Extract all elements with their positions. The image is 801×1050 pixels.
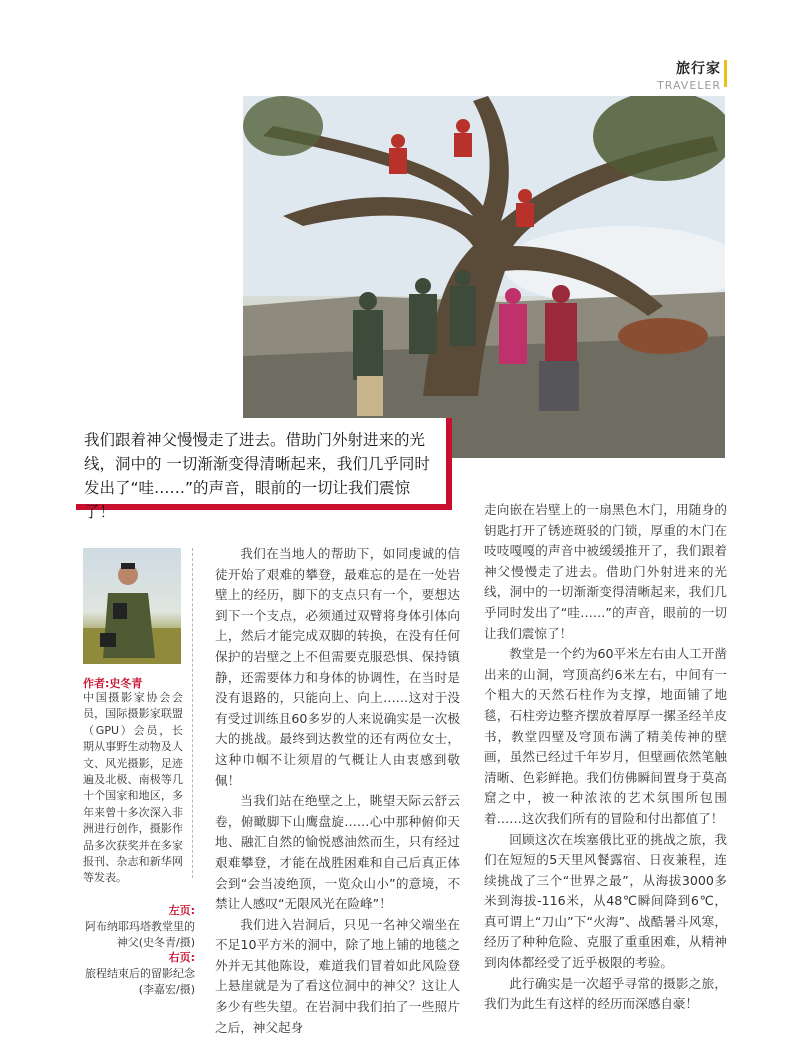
author-name: 作者:史冬青 bbox=[83, 677, 143, 690]
group-photo bbox=[243, 96, 725, 458]
photo-captions bbox=[80, 903, 195, 998]
section-title-en: TRAVELER bbox=[657, 79, 721, 92]
left-caption-text: 阿布纳耶玛塔教堂里的神父(史冬青/摄) bbox=[85, 919, 195, 949]
article-paragraph-continued: 走向嵌在岩壁上的一扇黑色木门，用随身的钥匙打开了锈迹斑驳的门锁，厚重的木门在吱吱嘎嘎的声音中被缓缓推开了，我们跟着神父慢慢走了进去。借助门外射进来的光线，洞中的一切渐渐变得清晰起来，我们几乎同时发出了“哇……”的声音，眼前的一切让我们震惊了！ bbox=[484, 502, 727, 641]
author-bio: 中国摄影家协会会员，国际摄影家联盟（GPU）会员，长期从事野生动物及人文、风光摄影，足迹遍及北极、南极等几十个国家和地区，多年来曾十多次深入非洲进行创作，摄影作品多次获奖并在多家报刊、杂志和新华网等发表。 bbox=[83, 691, 183, 885]
pull-quote: 我们跟着神父慢慢走了进去。借助门外射进来的光线，洞中的 一切渐渐变得清晰起来，我们几乎同时发出了“哇……”的声音，眼前的一切让我们震惊了！ bbox=[76, 418, 452, 510]
article-paragraph: 教堂是一个约为60平米左右由人工开凿出来的山洞，穹顶高约6米左右，中间有一个粗大的天然石柱作为支撑，地面铺了地毯，石柱旁边整齐摆放着厚厚一摞圣经羊皮书，教堂四壁及穹顶布满了精美传神的壁画，虽然已经过千年岁月，但壁画依然笔触清晰、色彩鲜艳。我们仿佛瞬间置身于莫高窟之中，被一种浓浓的艺术氛围所包围着……这次我们所有的冒险和付出都值了！ bbox=[484, 646, 727, 826]
right-caption-text: 旅程结束后的留影纪念(李嘉宏/摄) bbox=[85, 967, 195, 996]
section-title-cn: 旅行家 bbox=[676, 61, 721, 77]
article-column-2 bbox=[484, 500, 727, 1015]
header-accent-bar bbox=[724, 60, 727, 87]
group-photo-illustration bbox=[243, 96, 725, 458]
article-column-1 bbox=[215, 544, 460, 1038]
article-paragraph: 回顾这次在埃塞俄比亚的挑战之旅，我们在短短的5天里风餐露宿、日夜兼程，连续挑战了三个“世界之最”，从海拔3000多米到海拔-116米，从48℃瞬间降到6℃，真可谓上“刀山”下“火海”、战酷暑斗风寒，经历了种种危险、克服了重重困难，从精神到肉体都经受了近乎极限的考验。 bbox=[484, 831, 727, 971]
article-paragraph: 当我们站在绝壁之上，眺望天际云舒云卷，俯瞰脚下山鹰盘旋……心中那种俯仰天地、融汇自然的愉悦感油然而生，只有经过艰难攀登，才能在战胜困难和自己后真正体会到“会当凌绝顶，一览众山小”的意境，不禁让人感叹“无限风光在险峰”！ bbox=[215, 793, 460, 912]
article-paragraph: 此行确实是一次超乎寻常的摄影之旅，我们为此生有这样的经历而深感自豪！ bbox=[484, 975, 727, 1012]
magazine-section-header bbox=[657, 58, 721, 92]
author-portrait bbox=[83, 548, 181, 664]
column-divider bbox=[192, 548, 193, 878]
right-caption-label: 右页: bbox=[168, 951, 195, 965]
article-paragraph: 我们在当地人的帮助下，如同虔诚的信徒开始了艰难的攀登，最难忘的是在一处岩壁上的经历，脚下的支点只有一个，要想达到下一个支点，必须通过双臂将身体引体向上，然后才能完成双脚的转换，在没有任何保护的岩壁之上不但需要克服恐惧、保持镇静，还需要体力和身体的协调性，在当时是没有退路的，只能向上、向上……这对于没有受过训练且60多岁的人来说确实是一次极大的挑战。最终到达教堂的还有两位女士，这种巾帼不让须眉的气概让人由衷感到敬佩！ bbox=[215, 546, 460, 788]
left-caption-label: 左页: bbox=[168, 904, 195, 917]
article-paragraph: 我们进入岩洞后，只见一名神父端坐在不足10平方米的洞中，除了地上铺的地毯之外并无其他陈设，难道我们冒着如此风险登上悬崖就是为了看这位洞中的神父？这让人多少有些失望。在岩洞中我们拍了一些照片之后，神父起身 bbox=[215, 916, 460, 1035]
